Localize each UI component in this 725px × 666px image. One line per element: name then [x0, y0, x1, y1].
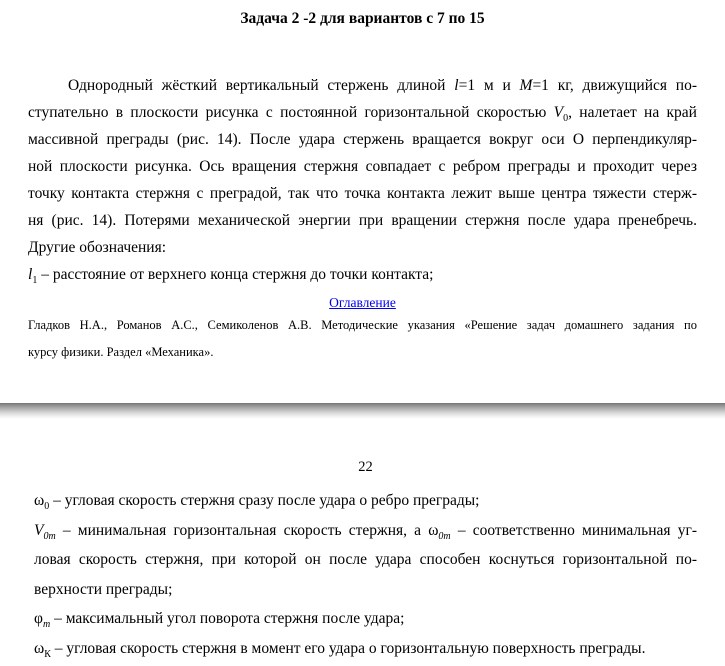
text-run: =1 м и [458, 77, 520, 94]
subscript-text: 1 [32, 275, 38, 287]
text-line [28, 207, 697, 234]
page-2 [0, 458, 725, 663]
text-run: массивной преграды (рис. 14). После удара стержень вращается вокруг оси О перпендикуляр- [28, 131, 697, 148]
text-run: ловая скорость стержня, при которой он после удара способен коснуться горизонтальной по- [34, 551, 697, 568]
text-run: l [28, 266, 33, 283]
text-line [28, 126, 697, 153]
text-line [28, 261, 697, 288]
subscript-text: 0m [43, 530, 56, 542]
text-line [34, 634, 697, 664]
text-run: =1 кг, движущийся по- [532, 77, 697, 94]
text-run: ступательно в плоскости рисунка с постоянной горизонтальной скоростью [28, 104, 554, 121]
text-run: Гладков Н.А., Романов А.С., Семиколенов А.В. Методические указания «Решение задач домашнего задания по [28, 318, 697, 332]
text-run: – угловая скорость стержня в момент его удара о горизонтальную поверхность преграды. [50, 639, 646, 657]
text-line [34, 575, 697, 605]
subscript-text: К [44, 648, 51, 660]
text-run: – соответственно минимальная уг- [450, 521, 697, 539]
text-run: Однородный жёсткий вертикальный стержень длиной [68, 77, 455, 94]
page-title: Задача 2 -2 для вариантов с 7 по 15 [240, 10, 485, 27]
problem-text [28, 72, 697, 288]
text-run: – максимальный угол поворота стержня после удара; [50, 610, 405, 627]
definitions-text [34, 486, 697, 663]
text-line [28, 72, 697, 99]
text-run: – расстояние от верхнего конца стержня до точки контакта; [37, 266, 434, 283]
text-line [34, 604, 697, 634]
text-run: ω [34, 639, 45, 657]
subscript-text: 0m [438, 530, 451, 542]
text-run: точку контакта стержня с преградой, так что точка контакта лежит выше центра тяжести стерж- [28, 185, 697, 202]
text-run: верхности преграды; [34, 580, 173, 598]
text-line [28, 153, 697, 180]
text-run: Другие обозначения: [28, 239, 167, 256]
text-run: l [454, 77, 459, 94]
text-line [34, 486, 697, 516]
text-line [28, 180, 697, 207]
text-run: , налетает на край [568, 104, 697, 121]
text-run: – угловая скорость стержня сразу после удара о ребро преграды; [49, 492, 480, 509]
text-line [28, 99, 697, 126]
text-run: ной плоскости рисунка. Ось вращения стержня совпадает с ребром преграды и проходит через [28, 158, 697, 175]
subscript-text: 0 [563, 113, 569, 125]
reference-line [28, 339, 697, 366]
text-line [34, 545, 697, 575]
text-run: курсу физики. Раздел «Механика». [28, 345, 214, 359]
subscript-text: m [42, 619, 51, 631]
toc-link[interactable]: Оглавление [329, 295, 396, 310]
page-break-separator [0, 403, 725, 419]
text-run: – минимальная горизонтальная скорость стержня, а ω [55, 521, 439, 539]
text-run: ня (рис. 14). Потерями механической энергии при вращении стержня после удара пренебречь. [28, 212, 697, 229]
source-reference [28, 312, 697, 366]
text-run: ω [34, 492, 45, 509]
reference-line [28, 312, 697, 339]
subscript-text: 0 [44, 501, 50, 513]
text-run: φ [34, 610, 43, 627]
text-run: V [553, 104, 564, 121]
text-run: V [34, 521, 44, 539]
text-line [34, 516, 697, 546]
toc-link-row [28, 294, 697, 312]
text-run: M [519, 77, 533, 94]
page-number: 22 [358, 459, 373, 475]
text-line [28, 234, 697, 261]
